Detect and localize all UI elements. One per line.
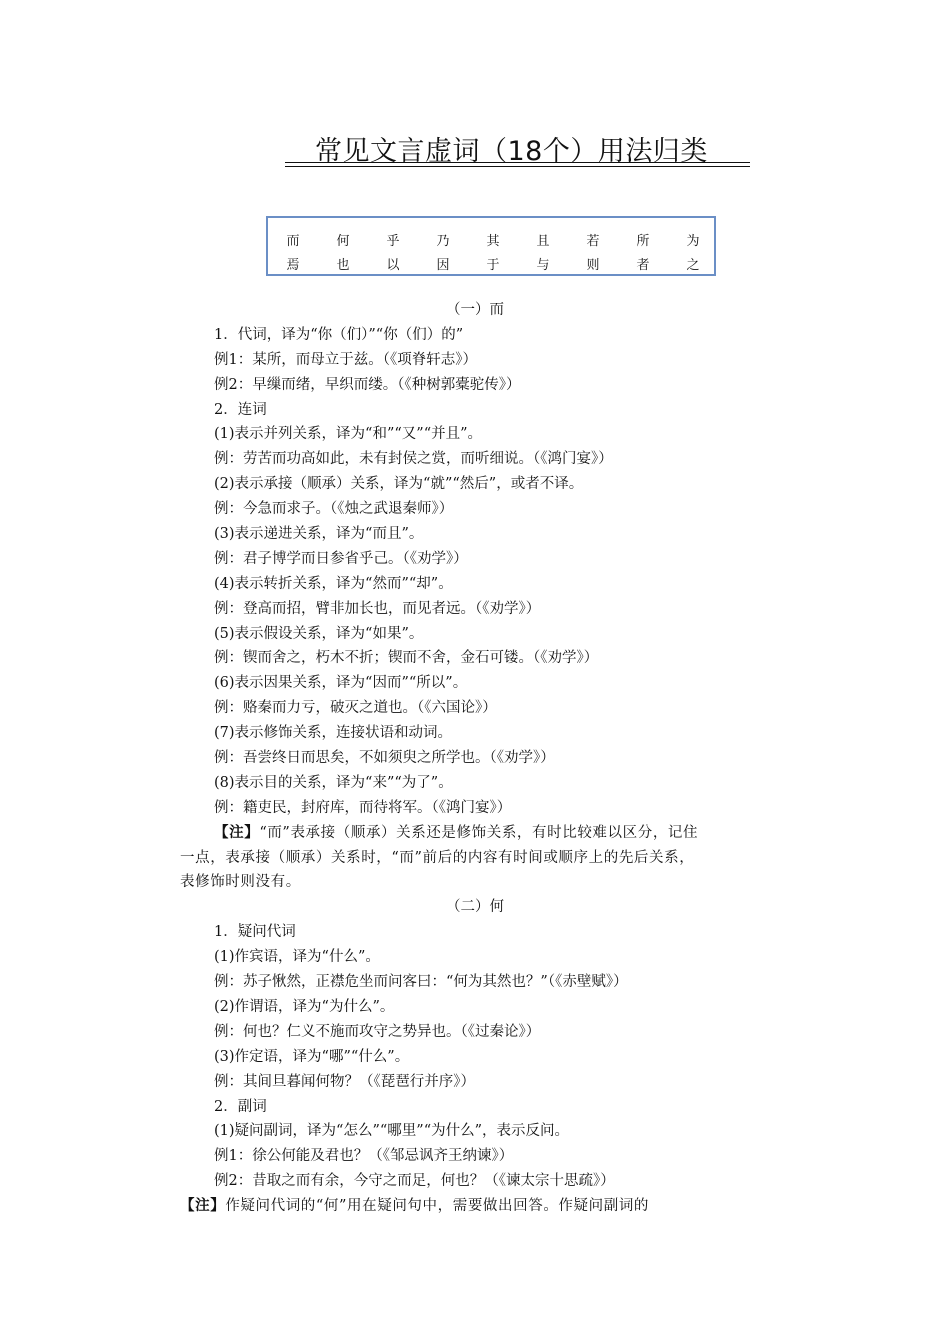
note-mark: 【注】 xyxy=(214,823,260,841)
text-line: 例：登高而招，臂非加长也，而见者远。（《劝学》） xyxy=(214,600,541,617)
word-cell: 何 xyxy=(336,234,350,249)
word-cell: 乃 xyxy=(436,234,450,249)
word-cell: 其 xyxy=(486,234,500,249)
text-line: 1．代词，译为“你（们）”“你（们）的” xyxy=(214,326,464,343)
word-cell: 且 xyxy=(536,234,550,249)
text-line: (8)表示目的关系，译为“来”“为了”。 xyxy=(214,774,453,791)
word-cell: 而 xyxy=(286,234,300,249)
note-text: 作疑问代词的“何”用在疑问句中，需要做出回答。作疑问副词的 xyxy=(225,1198,650,1215)
text-line: 例：籍吏民，封府库，而待将军。（《鸿门宴》） xyxy=(214,799,512,816)
text-line: 例2：昔取之而有余，今守之而足，何也？（《谏太宗十思疏》） xyxy=(214,1173,615,1190)
text-line: (2)表示承接（顺承）关系，译为“就”“然后”，或者不译。 xyxy=(214,476,584,493)
text-line: 例：锲而舍之，朽木不折；锲而不舍，金石可镂。（《劝学》） xyxy=(214,650,599,667)
note-he xyxy=(180,1194,770,1219)
text-line: (5)表示假设关系，译为“如果”。 xyxy=(214,625,424,642)
word-cell: 乎 xyxy=(386,234,400,249)
text-line: 2．连词 xyxy=(214,401,267,418)
text-line: 例：苏子愀然，正襟危坐而问客曰：“何为其然也？”（《赤壁赋》） xyxy=(214,974,628,991)
note-mark: 【注】 xyxy=(180,1197,226,1215)
text-line: (1)作宾语，译为“什么”。 xyxy=(214,949,380,966)
word-cell: 为 xyxy=(686,234,700,249)
text-line: (3)作定语，译为“哪”“什么”。 xyxy=(214,1048,410,1065)
word-cell: 之 xyxy=(686,258,700,273)
text-line: 例：君子博学而日参省乎己。（《劝学》） xyxy=(214,550,468,567)
section-heading: （一）而 xyxy=(446,302,504,318)
text-line: 1．疑问代词 xyxy=(214,924,296,941)
section-he xyxy=(180,895,770,1194)
text-line: 例：何也？仁义不施而攻守之势异也。（《过秦论》） xyxy=(214,1023,541,1040)
text-line: (4)表示转折关系，译为“然而”“却”。 xyxy=(214,575,453,592)
text-line: (3)表示递进关系，译为“而且”。 xyxy=(214,526,424,543)
word-box-row-1 xyxy=(278,230,708,249)
word-cell: 因 xyxy=(436,258,450,273)
note-text: “而”表承接（顺承）关系还是修饰关系，有时比较难以区分，记住 xyxy=(259,824,699,841)
word-cell: 若 xyxy=(586,234,600,249)
text-line: 例：今急而求子。（《烛之武退秦师》） xyxy=(214,501,454,518)
word-cell: 所 xyxy=(636,234,650,249)
word-cell: 也 xyxy=(336,258,350,273)
text-line: 例：吾尝终日而思矣，不如须臾之所学也。（《劝学》） xyxy=(214,750,555,767)
page-title: 常见文言虚词（18个）用法归类 xyxy=(315,136,708,167)
word-cell: 与 xyxy=(536,258,550,273)
text-line: (1)疑问副词，译为“怎么”“哪里”“为什么”，表示反问。 xyxy=(214,1123,570,1140)
title-underline-double xyxy=(285,166,750,167)
text-line: (6)表示因果关系，译为“因而”“所以”。 xyxy=(214,675,468,692)
text-line: 例1：某所，而母立于兹。（《项脊轩志》） xyxy=(214,351,477,368)
note-er-line3: 表修饰时则没有。 xyxy=(180,874,301,891)
text-line: (7)表示修饰关系，连接状语和动词。 xyxy=(214,725,453,742)
note-er-line2: 一点，表承接（顺承）关系时，“而”前后的内容有时间或顺序上的先后关系， xyxy=(180,849,695,866)
section-er xyxy=(180,298,770,821)
text-line: (1)表示并列关系，译为“和”“又”“并且”。 xyxy=(214,426,483,443)
text-line: 例：其间旦暮闻何物？（《琵琶行并序》） xyxy=(214,1073,475,1090)
note-er xyxy=(180,821,770,846)
word-cell: 者 xyxy=(636,258,650,273)
title-underline xyxy=(285,162,750,163)
text-line: 例1：徐公何能及君也？（《邹忌讽齐王纳谏》） xyxy=(214,1148,514,1165)
document-body xyxy=(180,298,770,1219)
word-box-row-2 xyxy=(278,254,708,273)
word-cell: 于 xyxy=(486,258,500,273)
text-line: 例：赂秦而力亏，破灭之道也。（《六国论》） xyxy=(214,700,497,717)
text-line: 例：劳苦而功高如此，未有封侯之赏，而听细说。（《鸿门宴》） xyxy=(214,451,613,468)
section-heading: （二）何 xyxy=(446,899,504,916)
text-line: (2)作谓语，译为“为什么”。 xyxy=(214,998,395,1015)
word-cell: 则 xyxy=(586,258,600,273)
text-line: 2．副词 xyxy=(214,1098,267,1115)
function-word-box xyxy=(266,216,716,276)
text-line: 例2：早缫而绪，早织而缕。（《种树郭橐驼传》） xyxy=(214,376,521,393)
word-cell: 以 xyxy=(386,258,400,273)
word-cell: 焉 xyxy=(286,258,300,273)
